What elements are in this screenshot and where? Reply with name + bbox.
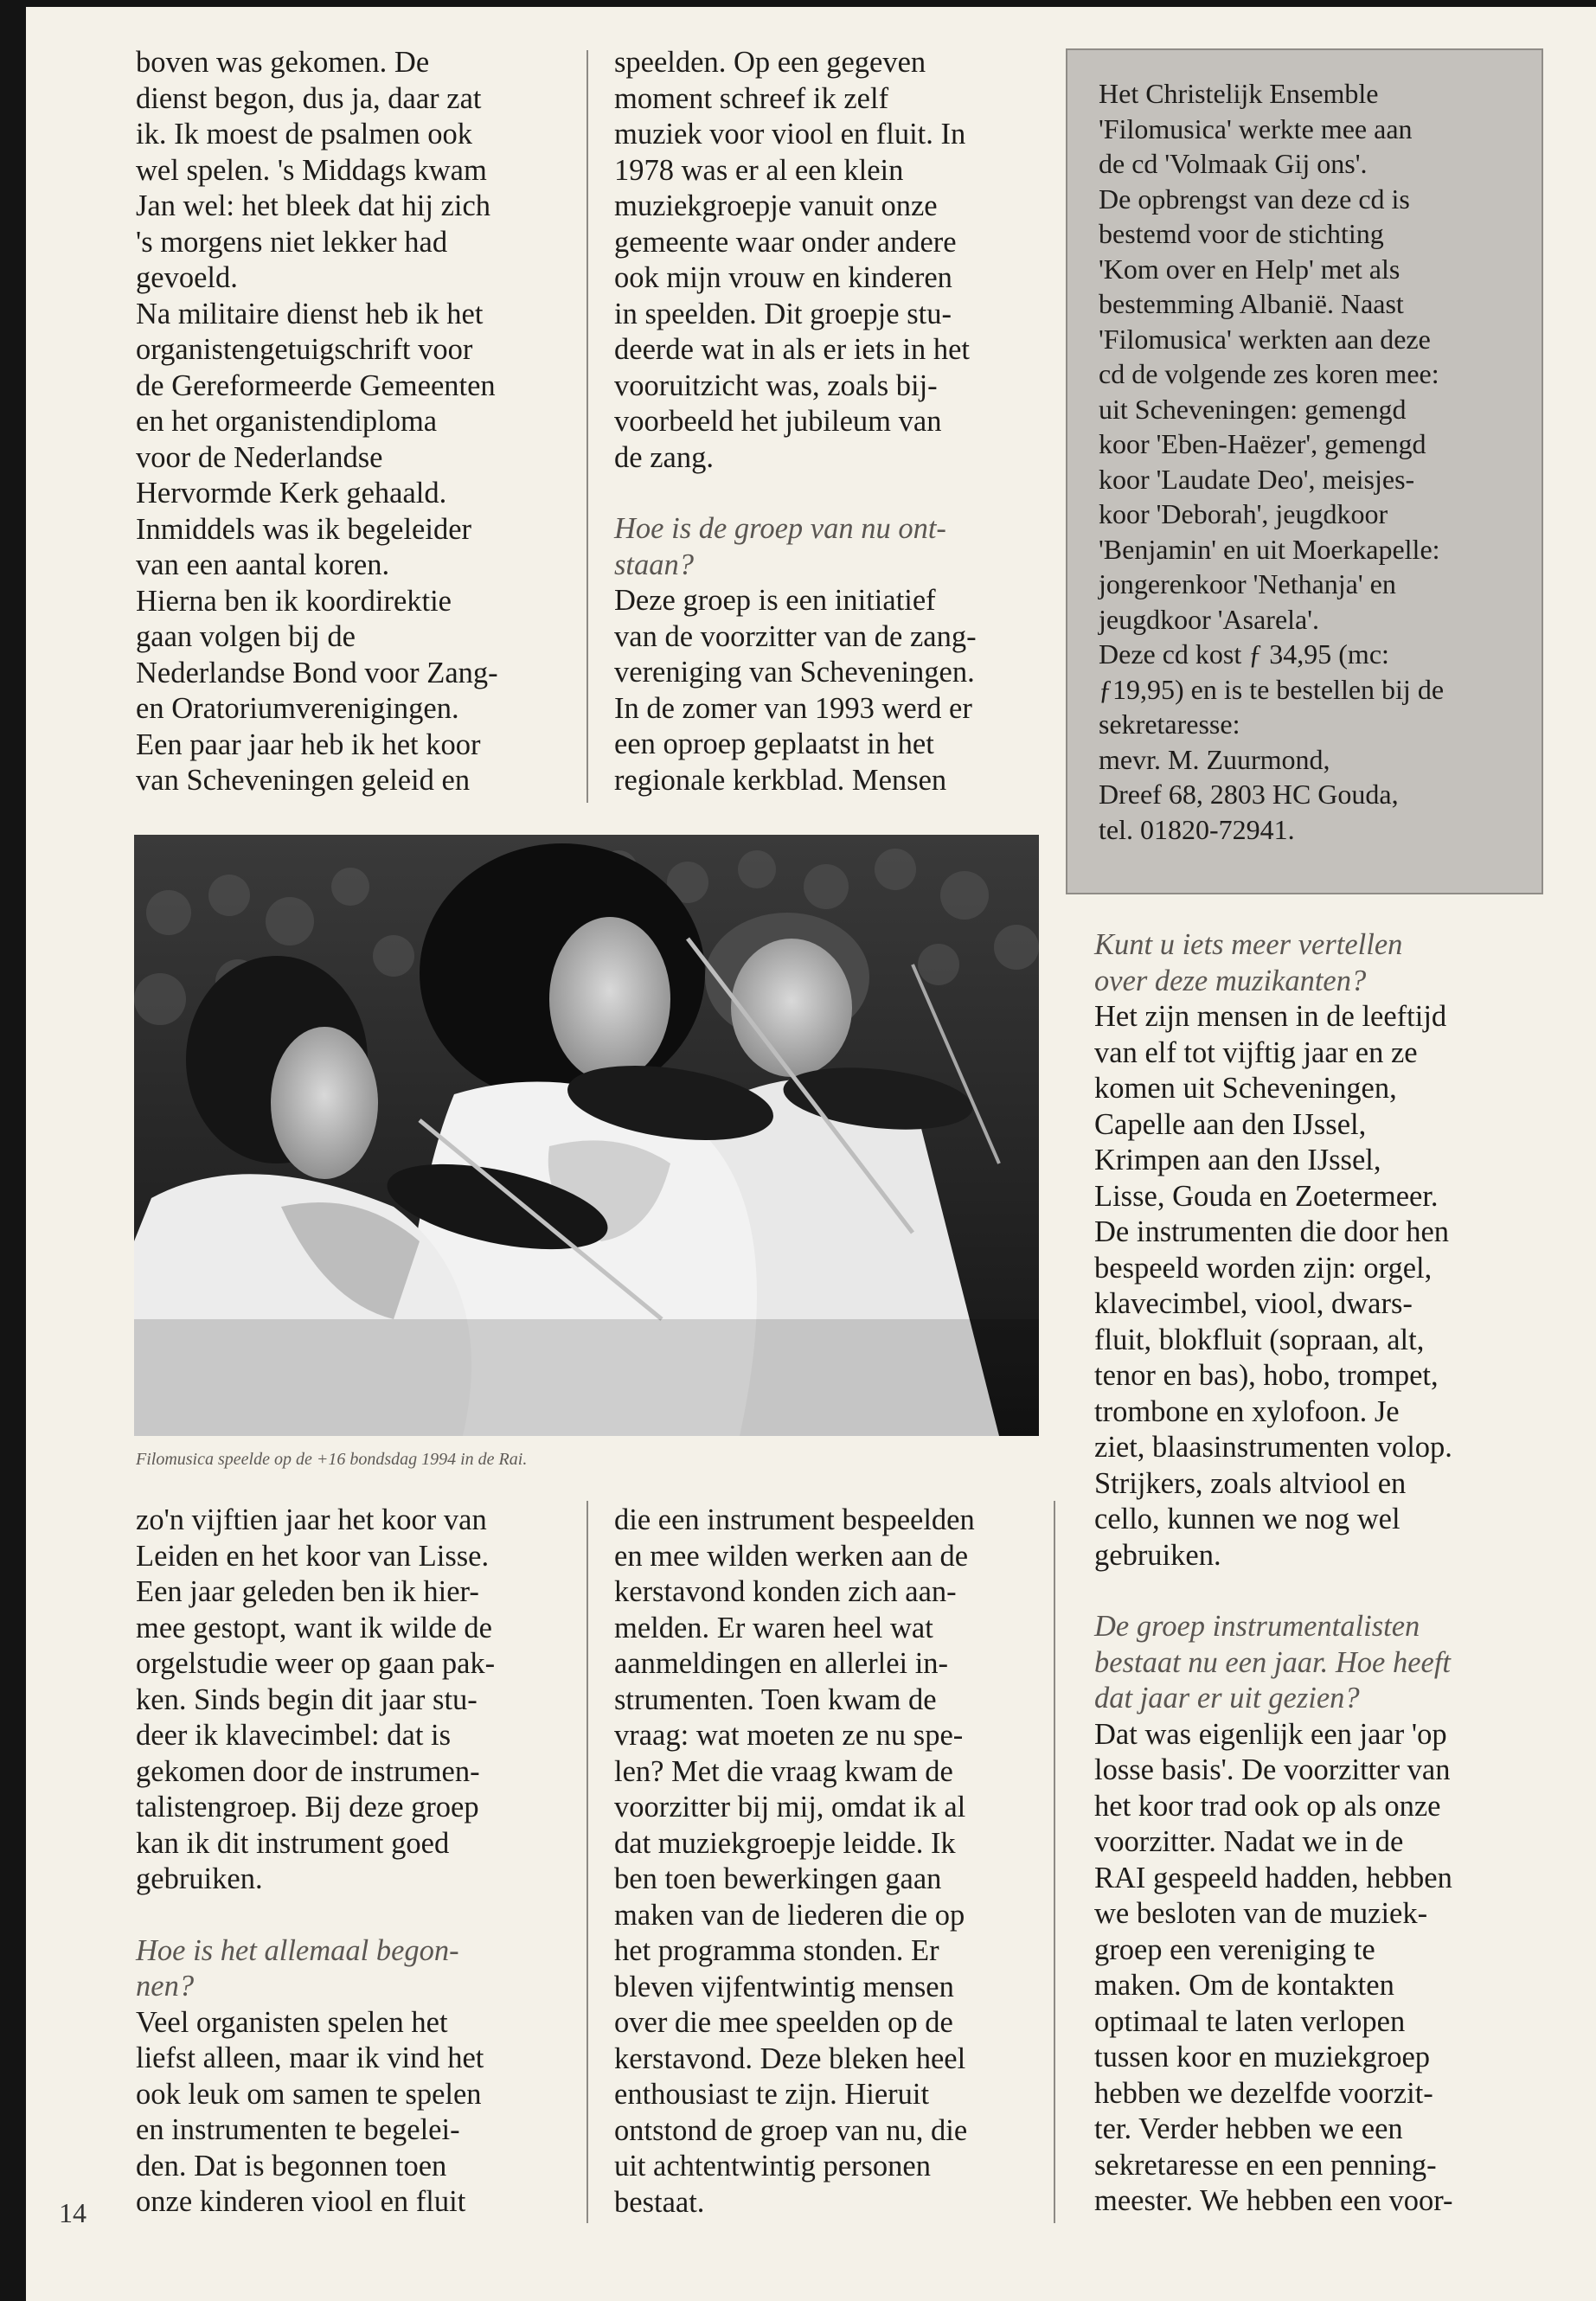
text-line: Hoe is de groep van nu ont- (614, 512, 946, 545)
text-line: Nederlandse Bond voor Zang- (136, 656, 498, 689)
col3-question-2 (1094, 1609, 1561, 1717)
col3-answer-1 (1094, 999, 1561, 1574)
text-line: bestemming Albanië. Naast (1099, 288, 1404, 319)
text-line: bestemd voor de stichting (1099, 218, 1384, 249)
text-line: ter. Verder hebben we een (1094, 2112, 1403, 2145)
text-line: maken van de liederen die op (614, 1898, 965, 1932)
text-line: gekomen door de instrumen- (136, 1754, 480, 1788)
text-line: groep een vereniging te (1094, 1932, 1375, 1966)
text-line: organistengetuigschrift voor (136, 333, 473, 366)
text-line: de cd 'Volmaak Gij ons'. (1099, 148, 1368, 179)
text-line: 'Benjamin' en uit Moerkapelle: (1099, 533, 1440, 565)
text-line: bespeeld worden zijn: orgel, (1094, 1251, 1433, 1285)
text-line: Een jaar geleden ben ik hier- (136, 1575, 479, 1608)
photo-caption: Filomusica speelde op de +16 bondsdag 1994 in de Rai. (136, 1450, 528, 1469)
scan-edge-top (0, 0, 1596, 7)
text-line: gaan volgen bij de (136, 620, 356, 653)
text-line: kerstavond. Deze bleken heel (614, 2041, 966, 2075)
text-line: uit achtentwintig personen (614, 2150, 931, 2182)
text-line: ziet, blaasinstrumenten volop. (1094, 1431, 1452, 1464)
text-line: regionale kerkblad. Mensen (614, 763, 947, 797)
column-rule-bottom-right (1054, 1501, 1055, 2223)
col2-top (614, 45, 1047, 798)
text-line: koor 'Laudate Deo', meisjes- (1099, 463, 1415, 495)
text-line: Kunt u iets meer vertellen (1094, 928, 1403, 961)
text-line: Capelle aan den IJssel, (1094, 1107, 1367, 1141)
text-line: RAI gespeeld hadden, hebben (1094, 1861, 1452, 1894)
text-line: bleven vijfentwintig mensen (614, 1970, 954, 2003)
text-line: cd de volgende zes koren mee: (1099, 358, 1439, 389)
text-line: ƒ19,95) en is te bestellen bij de (1099, 673, 1445, 705)
page-number: 14 (59, 2197, 87, 2228)
text-line: enthousiast te zijn. Hieruit (614, 2078, 930, 2111)
text-line: hebben we dezelfde voorzit- (1094, 2076, 1433, 2110)
text-line: melden. Er waren heel wat (614, 1611, 933, 1644)
text-line: Leiden en het koor van Lisse. (136, 1539, 490, 1573)
text-line: en mee wilden werken aan de (614, 1539, 969, 1573)
text-line: Hervormde Kerk gehaald. (136, 477, 447, 510)
text-line: vereniging van Scheveningen. (614, 656, 975, 689)
col2-top-paragraph-b (614, 583, 1047, 798)
text-line: optimaal te laten verlopen (1094, 2004, 1406, 2038)
text-line: muziek voor viool en fluit. In (614, 118, 966, 151)
text-line: len? Met die vraag kwam de (614, 1754, 953, 1788)
text-line: koor 'Deborah', jeugdkoor (1099, 498, 1388, 529)
text-line: mee gestopt, want ik wilde de (136, 1611, 492, 1644)
violinists-illustration (134, 835, 1039, 1436)
text-line: ik. Ik moest de psalmen ook (136, 118, 473, 151)
col1-bottom (136, 1503, 586, 2221)
text-line: nen? (136, 1970, 195, 2003)
text-line: dienst begon, dus ja, daar zat (136, 81, 482, 115)
text-line: uit Scheveningen: gemengd (1099, 393, 1407, 425)
scan-edge-left (0, 0, 26, 2301)
col2-top-paragraph-a (614, 45, 1047, 476)
text-line: klavecimbel, viool, dwars- (1094, 1287, 1413, 1320)
text-line: Veel organisten spelen het (136, 2005, 448, 2039)
text-line: een oproep geplaatst in het (614, 727, 934, 760)
text-line: trombone en xylofoon. Je (1094, 1394, 1400, 1428)
text-line: van elf tot vijftig jaar en ze (1094, 1035, 1418, 1069)
text-line: bestaat. (614, 2185, 705, 2219)
text-line: over die mee speelden op de (614, 2006, 953, 2039)
text-line: staan? (614, 548, 695, 581)
text-line: voorzitter. Nadat we in de (1094, 1825, 1404, 1858)
text-line: muziekgroepje vanuit onze (614, 189, 938, 222)
col1-bottom-paragraph-a (136, 1503, 586, 1898)
text-line: ken. Sinds begin dit jaar stu- (136, 1682, 478, 1716)
text-line: speelden. Op een gegeven (614, 46, 926, 79)
info-box (1066, 48, 1543, 894)
text-line: tel. 01820-72941. (1099, 813, 1295, 845)
col2-question-1 (614, 511, 1047, 583)
text-line: Een paar jaar heb ik het koor (136, 727, 481, 761)
col3-text (1094, 927, 1561, 2220)
text-line: ben toen bewerkingen gaan (614, 1862, 942, 1895)
text-line: in speelden. Dit groepje stu- (614, 297, 952, 330)
text-line: sekretaresse en een penning- (1094, 2148, 1437, 2182)
text-line: voorzitter bij mij, omdat ik al (614, 1791, 966, 1823)
text-line: Inmiddels was ik begeleider (136, 512, 472, 546)
text-line: orgelstudie weer op gaan pak- (136, 1647, 496, 1680)
text-line: Krimpen aan den IJssel, (1094, 1144, 1381, 1176)
text-line: het koor trad ook op als onze (1094, 1789, 1441, 1823)
text-line: boven was gekomen. De (136, 46, 430, 79)
text-line: Het zijn mensen in de leeftijd (1094, 1000, 1447, 1033)
text-line: komen uit Scheveningen, (1094, 1072, 1397, 1105)
info-box-text (1099, 76, 1517, 847)
text-line: fluit, blokfluit (sopraan, alt, (1094, 1323, 1425, 1356)
text-line: voor de Nederlandse (136, 440, 383, 474)
text-line: dat muziekgroepje leidde. Ik (614, 1826, 956, 1860)
text-line: maken. Om de kontakten (1094, 1969, 1394, 2002)
text-line: Dat was eigenlijk een jaar 'op (1094, 1717, 1447, 1751)
text-line: ook mijn vrouw en kinderen (614, 261, 952, 294)
text-line: Hoe is het allemaal begon- (136, 1933, 459, 1967)
text-line: tussen koor en muziekgroep (1094, 2041, 1431, 2073)
text-line: Na militaire dienst heb ik het (136, 297, 484, 330)
text-line: gemeente waar onder andere (614, 225, 957, 259)
text-line: zo'n vijftien jaar het koor van (136, 1503, 487, 1536)
text-line: deerde wat in als er iets in het (614, 333, 970, 366)
text-line: sekretaresse: (1099, 708, 1240, 740)
text-line: Lisse, Gouda en Zoetermeer. (1094, 1179, 1439, 1213)
text-line: over deze muzikanten? (1094, 964, 1367, 997)
text-line: strumenten. Toen kwam de (614, 1682, 937, 1716)
col1-bottom-paragraph-b (136, 2005, 586, 2221)
col3-question-1 (1094, 927, 1561, 999)
text-line: gevoeld. (136, 261, 238, 294)
text-line: voorbeeld het jubileum van (614, 405, 942, 438)
col3-answer-2 (1094, 1717, 1561, 2220)
text-line: De groep instrumentalisten (1094, 1610, 1420, 1643)
text-line: talistengroep. Bij deze groep (136, 1791, 479, 1823)
text-line: aanmeldingen en allerlei in- (614, 1647, 949, 1680)
text-line: dat jaar er uit gezien? (1094, 1682, 1360, 1715)
text-line: vooruitzicht was, zoals bij- (614, 369, 938, 402)
text-line: Deze cd kost ƒ 34,95 (mc: (1099, 638, 1389, 670)
text-line: mevr. M. Zuurmond, (1099, 743, 1330, 775)
text-line: De instrumenten die door hen (1094, 1215, 1450, 1248)
text-line: kan ik dit instrument goed (136, 1826, 450, 1860)
text-line: bestaat nu een jaar. Hoe heeft (1094, 1645, 1451, 1679)
text-line: liefst alleen, maar ik vind het (136, 2041, 484, 2074)
text-line: jongerenkoor 'Nethanja' en (1099, 568, 1396, 599)
text-line: 'Filomusica' werkten aan deze (1099, 323, 1431, 355)
text-line: vraag: wat moeten ze nu spe- (614, 1719, 964, 1752)
text-line: Jan wel: het bleek dat hij zich (136, 189, 491, 222)
text-line: losse basis'. De voorzitter van (1094, 1753, 1451, 1786)
text-line: van een aantal koren. (136, 548, 390, 581)
text-line: en instrumenten te begelei- (136, 2113, 460, 2146)
text-line: jeugdkoor 'Asarela'. (1099, 603, 1319, 635)
column-rule-top (586, 50, 588, 803)
text-line: Deze groep is een initiatief (614, 584, 936, 617)
text-line: koor 'Eben-Haëzer', gemengd (1099, 428, 1426, 459)
text-line: het programma stonden. Er (614, 1934, 939, 1967)
text-line: en Oratoriumverenigingen. (136, 692, 459, 725)
text-line: van Scheveningen geleid en (136, 764, 471, 797)
text-line: ontstond de groep van nu, die (614, 2113, 968, 2147)
text-line: gebruiken. (1094, 1538, 1221, 1572)
text-line: gebruiken. (136, 1862, 263, 1895)
text-line: De opbrengst van deze cd is (1099, 183, 1410, 215)
text-line: 'Kom over en Help' met als (1099, 253, 1401, 285)
text-line: de zang. (614, 440, 714, 474)
text-line: 1978 was er al een klein (614, 153, 904, 187)
col1-top-text (136, 45, 586, 799)
text-line: de Gereformeerde Gemeenten (136, 369, 496, 402)
concert-photo (134, 835, 1039, 1436)
text-line: onze kinderen viool en fluit (136, 2185, 466, 2218)
column-rule-bottom-left (586, 1501, 588, 2223)
text-line: In de zomer van 1993 werd er (614, 691, 972, 725)
text-line: tenor en bas), hobo, trompet, (1094, 1359, 1439, 1392)
text-line: van de voorzitter van de zang- (614, 619, 977, 653)
text-line: 's morgens niet lekker had (136, 225, 448, 259)
text-line: moment schreef ik zelf (614, 81, 889, 115)
text-line: wel spelen. 's Middags kwam (136, 153, 487, 187)
text-line: Strijkers, zoals altviool en (1094, 1466, 1407, 1500)
col2-bottom-text (614, 1503, 1047, 2221)
text-line: die een instrument bespeelden (614, 1503, 975, 1536)
text-line: kerstavond konden zich aan- (614, 1575, 957, 1608)
text-line: 'Filomusica' werkte mee aan (1099, 112, 1413, 144)
text-line: Dreef 68, 2803 HC Gouda, (1099, 779, 1399, 810)
text-line: deer ik klavecimbel: dat is (136, 1719, 452, 1752)
text-line: meester. We hebben een voor- (1094, 2184, 1453, 2217)
text-line: we besloten van de muziek- (1094, 1897, 1428, 1930)
text-line: ook leuk om samen te spelen (136, 2077, 482, 2111)
text-line: den. Dat is begonnen toen (136, 2149, 447, 2182)
text-line: cello, kunnen we nog wel (1094, 1503, 1401, 1535)
col1-question (136, 1933, 586, 2005)
text-line: en het organistendiploma (136, 405, 438, 438)
text-line: Hierna ben ik koordirektie (136, 584, 452, 618)
text-line: Het Christelijk Ensemble (1099, 78, 1379, 109)
